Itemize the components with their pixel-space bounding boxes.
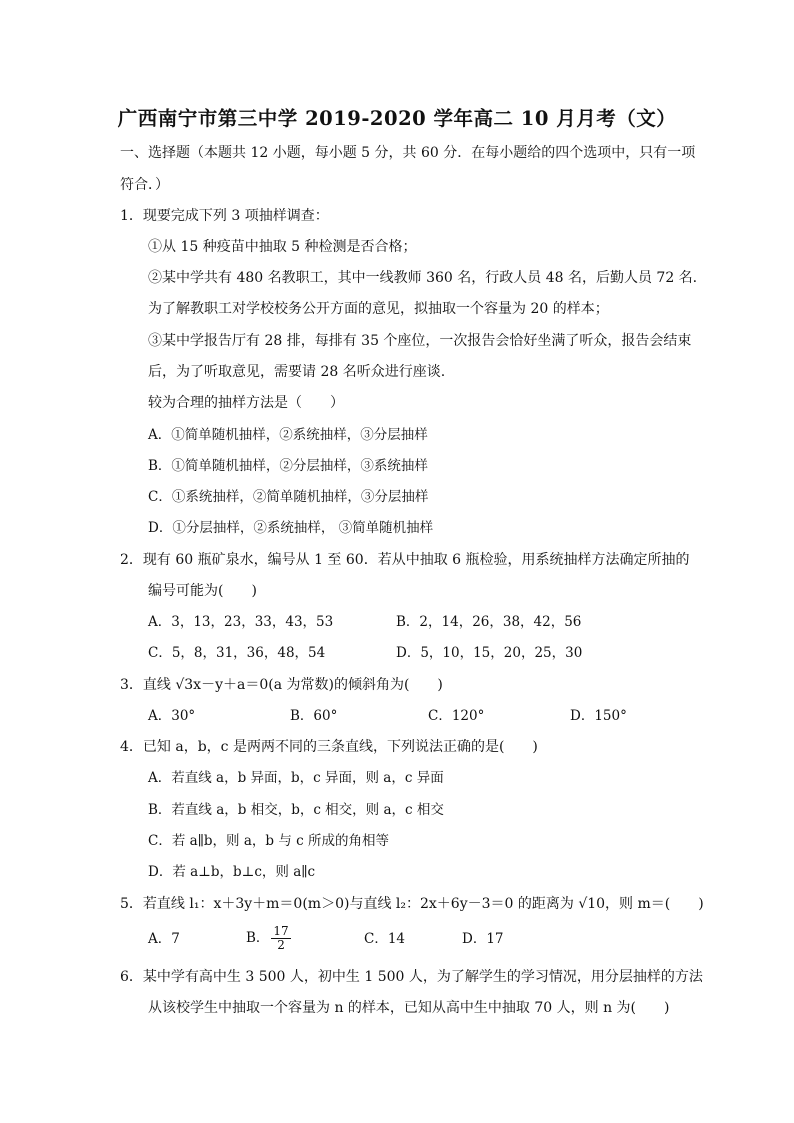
q2-stem-line2: 编号可能为( )	[148, 583, 257, 599]
q1-option-b: B．①简单随机抽样，②分层抽样，③系统抽样	[148, 458, 428, 474]
q6-stem-line1: 6．某中学有高中生 3 500 人，初中生 1 500 人，为了解学生的学习情况，用分层抽样的方法	[120, 969, 703, 985]
q1-item1: ①从 15 种疫苗中抽取 5 种检测是否合格；	[148, 239, 417, 255]
q6-stem-line2: 从该校学生中抽取一个容量为 n 的样本，已知从高中生中抽取 70 人，则 n 为( )	[148, 1000, 670, 1016]
q2-option-b: B．2，14，26，38，42，56	[396, 614, 582, 630]
q4-stem: 4．已知 a，b，c 是两两不同的三条直线，下列说法正确的是( )	[120, 739, 538, 755]
q5-stem: 5．若直线 l₁：x＋3y＋m＝0(m＞0)与直线 l₂：2x＋6y－3＝0 的距离为 √10，则 m＝( )	[120, 896, 704, 912]
q5-option-a: A．7	[148, 931, 180, 947]
q1-item2-line1: ②某中学共有 480 名教职工，其中一线教师 360 名，行政人员 48 名，后勤人员 72 名.	[148, 270, 698, 286]
q1-option-d: D．①分层抽样，②系统抽样， ③简单随机抽样	[148, 520, 434, 536]
q4-option-a: A．若直线 a，b 异面，b，c 异面，则 a，c 异面	[148, 770, 444, 786]
q1-stem: 1．现要完成下列 3 项抽样调查：	[120, 208, 329, 224]
section-heading-line1: 一、选择题（本题共 12 小题，每小题 5 分，共 60 分．在每小题给的四个选项中，只有一项	[120, 145, 696, 161]
q2-option-c: C．5，8，31，36，48，54	[148, 645, 326, 661]
q4-option-d: D．若 a⊥b，b⊥c，则 a∥c	[148, 864, 316, 880]
fraction-numerator: 17	[273, 924, 289, 938]
q1-item3-line1: ③某中学报告厅有 28 排，每排有 35 个座位，一次报告会恰好坐满了听众，报告会结束	[148, 333, 692, 349]
q4-option-b: B．若直线 a，b 相交，b，c 相交，则 a，c 相交	[148, 802, 444, 818]
q3-option-b: B．60°	[290, 708, 338, 724]
q5-option-b	[246, 921, 293, 955]
q3-option-a: A．30°	[148, 708, 196, 724]
fraction-denominator: 2	[277, 938, 285, 952]
q5-option-c: C．14	[364, 931, 406, 947]
q1-item2-line2: 为了解教职工对学校校务公开方面的意见，拟抽取一个容量为 20 的样本；	[148, 301, 609, 317]
page-title: 广西南宁市第三中学 2019-2020 学年高二 10 月月考（文）	[117, 107, 677, 130]
q1-option-a: A．①简单随机抽样，②系统抽样，③分层抽样	[148, 427, 428, 443]
q3-option-c: C．120°	[428, 708, 485, 724]
q1-item3-line2: 后，为了听取意见，需要请 28 名听众进行座谈.	[148, 364, 446, 380]
q1-option-c: C．①系统抽样，②简单随机抽样，③分层抽样	[148, 489, 429, 505]
q4-option-c: C．若 a∥b，则 a，b 与 c 所成的角相等	[148, 833, 389, 849]
q3-option-d: D．150°	[570, 708, 627, 724]
q2-option-a: A．3，13，23，33，43，53	[148, 614, 334, 630]
q5-option-b-label: B．	[246, 930, 270, 946]
q1-ask: 较为合理的抽样方法是（ ）	[148, 395, 344, 411]
q5-option-d: D．17	[462, 931, 504, 947]
q2-option-d: D．5，10，15，20，25，30	[396, 645, 583, 661]
section-heading-line2: 符合．）	[120, 177, 169, 193]
q3-stem: 3．直线 √3x－y＋a＝0(a 为常数)的倾斜角为( )	[120, 677, 443, 693]
q2-stem-line1: 2．现有 60 瓶矿泉水，编号从 1 至 60．若从中抽取 6 瓶检验，用系统抽样方法确定所抽的	[120, 552, 690, 568]
q5-option-b-fraction	[271, 925, 290, 952]
